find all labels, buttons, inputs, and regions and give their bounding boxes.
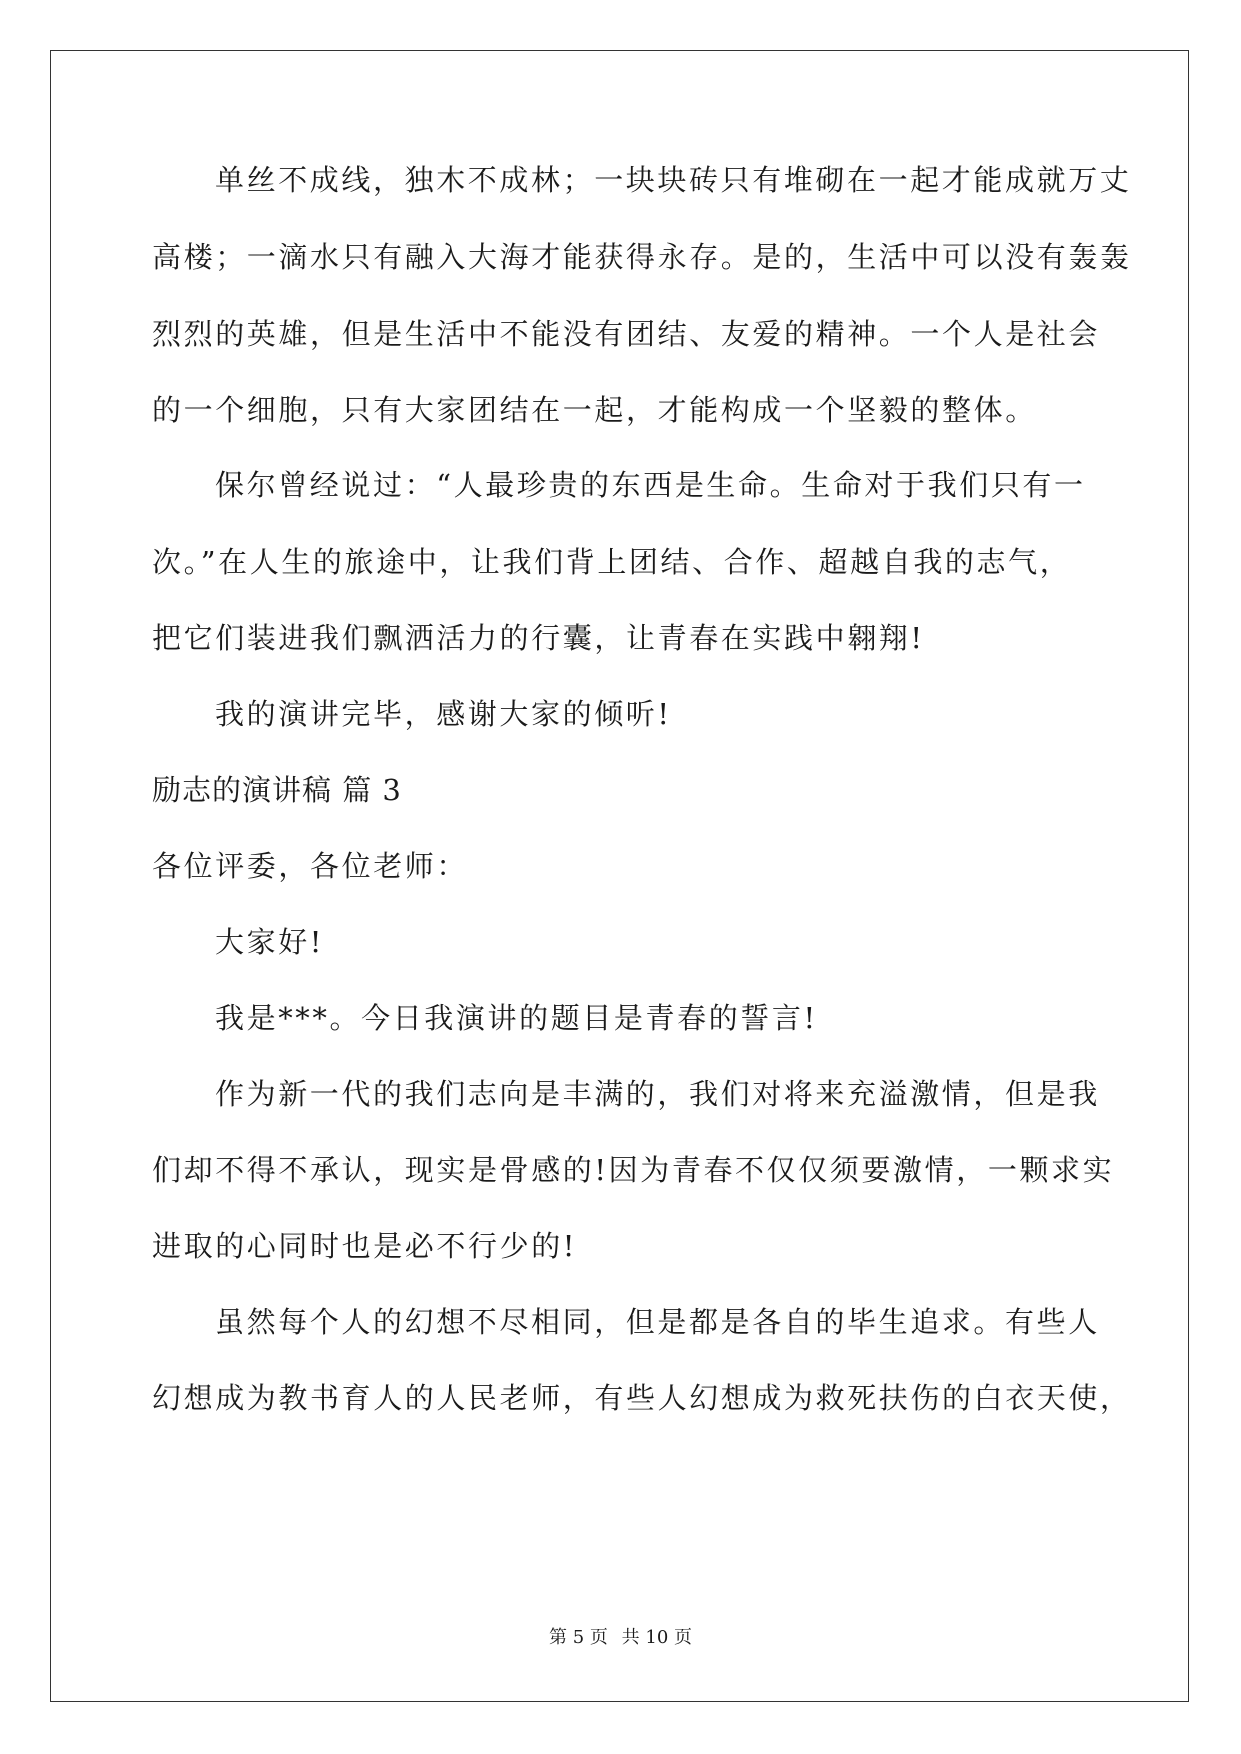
- paragraph-line: 进取的心同时也是必不行少的!: [152, 1229, 578, 1263]
- paragraph-line: 作为新一代的我们志向是丰满的，我们对将来充溢激情，但是我: [215, 1077, 1100, 1111]
- paragraph-line: 单丝不成线，独木不成林；一块块砖只有堆砌在一起才能成就万丈: [215, 163, 1132, 197]
- paragraph-line: 幻想成为教书育人的人民老师，有些人幻想成为救死扶伤的白衣天使，: [152, 1381, 1132, 1415]
- paragraph-line: 把它们装进我们飘洒活力的行囊，让青春在实践中翱翔!: [152, 621, 925, 655]
- salutation: 各位评委，各位老师：: [152, 849, 469, 883]
- paragraph-line: 我的演讲完毕，感谢大家的倾听!: [215, 697, 672, 731]
- greeting: 大家好!: [215, 925, 325, 959]
- paragraph-line: 虽然每个人的幻想不尽相同，但是都是各自的毕生追求。有些人: [215, 1305, 1100, 1339]
- paragraph-line: 的一个细胞，只有大家团结在一起，才能构成一个坚毅的整体。: [152, 393, 1037, 427]
- paragraph-line: 们却不得不承认，现实是骨感的!因为青春不仅仅须要激情，一颗求实: [152, 1153, 1115, 1187]
- section-heading: 励志的演讲稿 篇 3: [152, 773, 402, 807]
- page-footer: [0, 1626, 1241, 1650]
- paragraph-line: 我是***。今日我演讲的题目是青春的誓言!: [215, 1001, 818, 1035]
- paragraph-line: 次。”在人生的旅途中，让我们背上团结、合作、超越自我的志气，: [152, 545, 1072, 579]
- paragraph-line: 保尔曾经说过：“人最珍贵的东西是生命。生命对于我们只有一: [215, 468, 1086, 502]
- page-total: 共 10 页: [621, 1627, 692, 1648]
- paragraph-line: 高楼；一滴水只有融入大海才能获得永存。是的，生活中可以没有轰轰: [152, 240, 1132, 274]
- page-number: 第 5 页: [549, 1627, 608, 1648]
- paragraph-line: 烈烈的英雄，但是生活中不能没有团结、友爱的精神。一个人是社会: [152, 317, 1101, 351]
